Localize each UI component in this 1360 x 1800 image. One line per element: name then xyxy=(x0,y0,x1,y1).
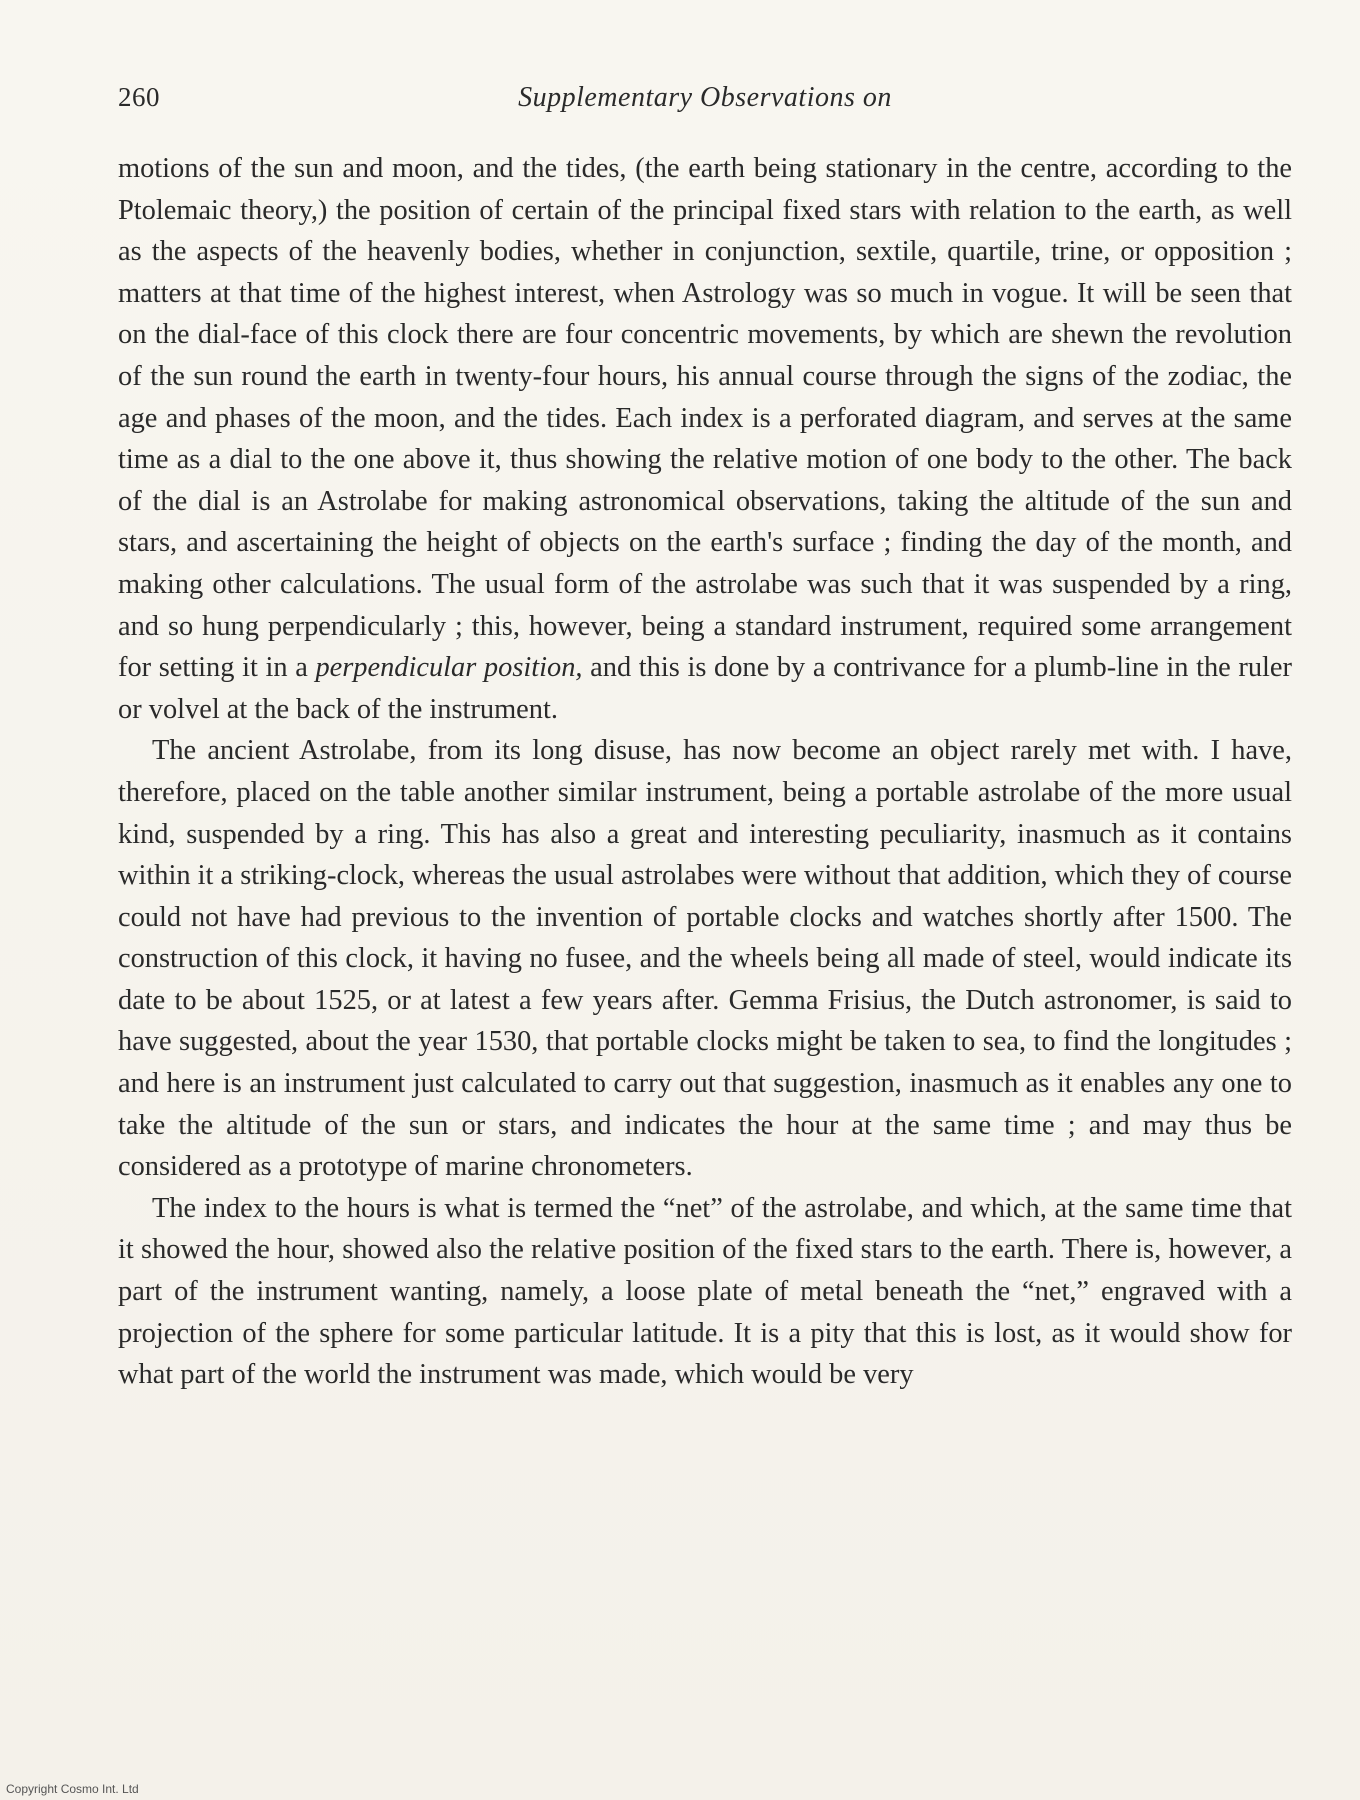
paragraph-1-text: motions of the sun and moon, and the tides, (the earth being stationary in the centre, according to the Ptolemaic theory,) the position of certain of the principal fixed stars with relation to the earth, as well as the aspects of the heavenly bodies, whether in conjunction, sextile, quartile, trine, or opposition ; matters at that time of the highest interest, when Astrology was so much in vogue. It will be seen that on the dial-face of this clock there are four concentric movements, by which are shewn the revolution of the sun round the earth in twenty-four hours, his annual course through the signs of the zodiac, the age and phases of the moon, and the tides. Each index is a perforated diagram, and serves at the same time as a dial to the one above it, thus showing the relative motion of one body to the other. The back of the dial is an Astrolabe for making astronomical observations, taking the altitude of the sun and stars, and ascertaining the height of objects on the earth's surface ; finding the day of the month, and making other calculations. The usual form of the astrolabe was such that it was suspended by a ring, and so hung perpendicularly ; this, however, being a standard instrument, required some arrangement for setting it in a xyxy=(118,153,1292,684)
body-text xyxy=(118,148,1292,1396)
page-header xyxy=(118,82,1292,122)
paragraph-1-italic-phrase: perpendicular position, xyxy=(315,652,583,684)
paragraph-2: The ancient Astrolabe, from its long disuse, has now become an object rarely met with. I have, therefore, placed on the table another similar instrument, being a portable astrolabe of the more usual kind, suspended by a ring. This has also a great and interesting peculiarity, inasmuch as it contains within it a striking-clock, whereas the usual astrolabes were without that addition, which they of course could not have had previous to the invention of portable clocks and watches shortly after 1500. The construction of this clock, it having no fusee, and the wheels being all made of steel, would indicate its date to be about 1525, or at latest a few years after. Gemma Frisius, the Dutch astronomer, is said to have suggested, about the year 1530, that portable clocks might be taken to sea, to find the longitudes ; and here is an instrument just calculated to carry out that suggestion, inasmuch as it enables any one to take the altitude of the sun or stars, and indicates the hour at the same time ; and may thus be considered as a prototype of marine chronometers. xyxy=(118,735,1292,1183)
page-number: 260 xyxy=(118,82,160,112)
paragraph-3: The index to the hours is what is termed the “net” of the astrolabe, and which, at the same time that it showed the hour, showed also the relative position of the fixed stars to the earth. There is, however, a part of the instrument wanting, namely, a loose plate of metal beneath the “net,” engraved with a projection of the sphere for some particular latitude. It is a pity that this is lost, as it would show for what part of the world the instrument was made, which would be very xyxy=(118,1192,1292,1391)
paragraph-1 xyxy=(118,148,1292,730)
running-title: Supplementary Observations on xyxy=(518,82,892,113)
copyright-notice: Copyright Cosmo Int. Ltd xyxy=(6,1782,139,1796)
paragraph-1-text-end: and this is done by a contrivance for a plumb-line in the ruler or volvel at the back of the instrument. xyxy=(118,652,1292,725)
